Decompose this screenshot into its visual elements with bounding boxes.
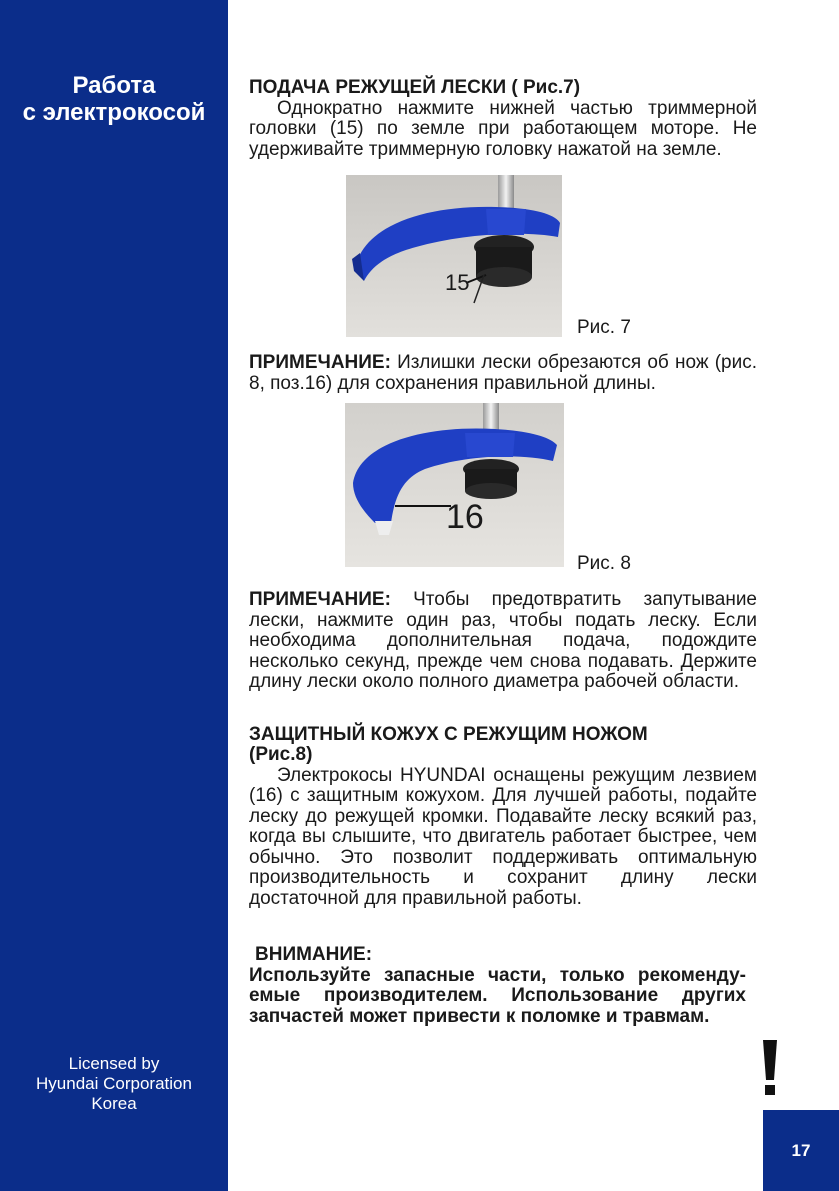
note-2-label: ПРИМЕЧАНИЕ: <box>249 589 391 610</box>
note-1-text: Излишки лески обрезаются об нож (рис. 8, поз.16) для сохранения правильной длины. <box>249 352 757 394</box>
figure-8-caption: Рис. 8 <box>577 553 631 574</box>
warning-title: ВНИМАНИЕ: <box>255 944 373 965</box>
note-2 <box>249 590 757 693</box>
figure-7 <box>249 160 757 344</box>
note-2-text: Чтобы предотвратить запутывание лески, нажмите один раз, чтобы подать леску. Если необходима дополнительная подача, подождите несколько секунд, прежде чем снова подавать. Держите длину лески около полного диаметра рабочей области. <box>249 589 757 692</box>
section-title-line1: Работа <box>72 72 156 99</box>
guard-text: Электрокосы HYUNDAI оснащены режущим лезвием (16) с защитным кожухом. Для лучшей работы, подайте леску до режущей кромки. Подавайте леску всякий раз, когда вы слышите, что двигатель работает быстрее, чем обычно. Это позволит поддерживать оптимальную производительность и сохранит длину лески достаточной для правильной работы. <box>249 764 757 909</box>
exclamation-icon <box>760 1040 780 1096</box>
note-1 <box>249 353 757 394</box>
figure-8 <box>249 394 757 576</box>
guard-heading-line1: ЗАЩИТНЫЙ КОЖУХ С РЕЖУЩИМ НОЖОМ <box>249 723 648 745</box>
license-line3: Korea <box>91 1094 137 1113</box>
figure-7-number-label: 15 <box>445 270 470 295</box>
figure-8-number-label: 16 <box>446 498 484 536</box>
guard-paragraph <box>249 766 757 910</box>
figure-7-caption: Рис. 7 <box>577 317 631 338</box>
note-1-label: ПРИМЕЧАНИЕ: <box>249 352 391 373</box>
main-content <box>249 78 757 1027</box>
line-feed-heading: ПОДАЧА РЕЖУЩЕЙ ЛЕСКИ ( Рис.7) <box>249 77 581 98</box>
trimmer-head-image <box>346 175 562 337</box>
sidebar <box>0 0 228 1191</box>
license-note <box>0 1054 228 1114</box>
page-number: 17 <box>763 1110 839 1191</box>
line-feed-paragraph <box>249 99 757 161</box>
guard-heading-line2: (Рис.8) <box>249 744 313 765</box>
section-title <box>0 72 228 126</box>
line-feed-text: Однократно нажмите нижней частью триммерной головки (15) по земле при работающем моторе. Не удерживайте триммерную головку нажатой на земле. <box>249 97 757 160</box>
section-title-line2: с электрокосой <box>22 99 206 126</box>
figure-7-photo <box>346 175 562 337</box>
license-line1: Licensed by <box>68 1054 160 1073</box>
figure-8-photo <box>345 403 564 567</box>
license-line2: Hyundai Corporation <box>36 1074 192 1093</box>
blade-guard-image <box>345 403 564 567</box>
warning-text: Используйте запасные части, только рекоменду- емые производителем. Использование других запчастей может привести к поломке и травмам. <box>249 964 746 1027</box>
